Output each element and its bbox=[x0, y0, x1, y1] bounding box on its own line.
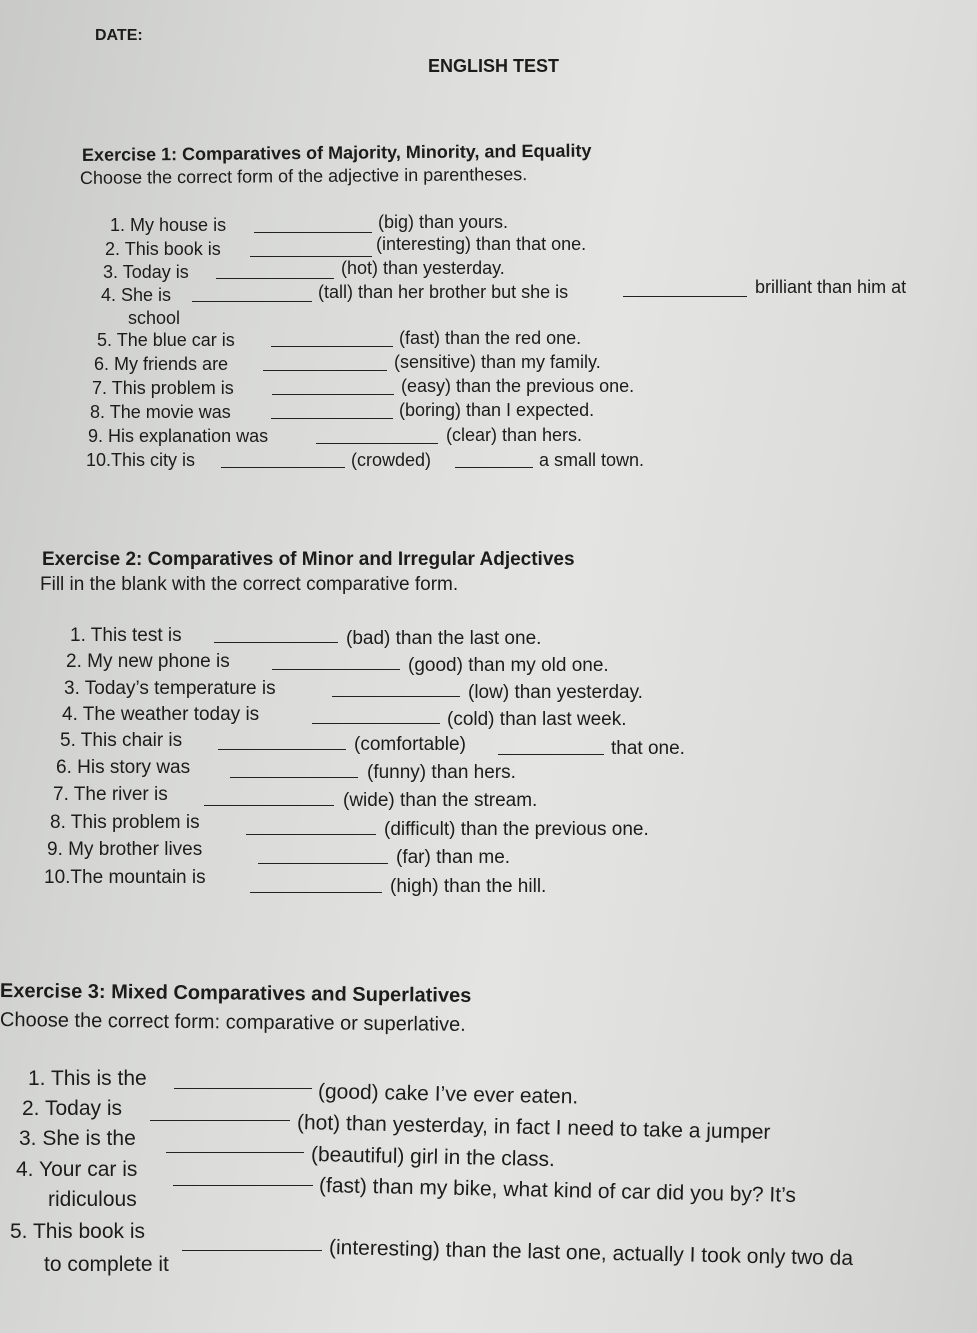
answer-blank[interactable] bbox=[150, 1106, 290, 1121]
list-item: 2. My new phone is bbox=[66, 651, 230, 672]
list-item-text: (fast) than the red one. bbox=[399, 328, 582, 348]
answer-blank[interactable] bbox=[192, 287, 312, 302]
answer-blank[interactable] bbox=[254, 218, 372, 233]
test-title: ENGLISH TEST bbox=[428, 56, 560, 76]
list-item-text: (hot) than yesterday. bbox=[341, 258, 505, 278]
answer-blank[interactable] bbox=[230, 763, 358, 778]
list-item-text: (good) than my old one. bbox=[408, 655, 609, 676]
answer-blank[interactable] bbox=[174, 1074, 312, 1089]
list-item: 3. She is the bbox=[19, 1127, 136, 1150]
list-item: 5. The blue car is bbox=[97, 330, 235, 350]
answer-blank[interactable] bbox=[173, 1171, 313, 1186]
list-item-text: to complete it bbox=[44, 1253, 169, 1276]
list-item-text: (clear) than hers. bbox=[446, 425, 583, 445]
exercise1-instruction: Choose the correct form of the adjective in parentheses. bbox=[79, 164, 528, 188]
list-item-text: a small town. bbox=[539, 450, 645, 470]
list-item-text: (good) cake I’ve ever eaten. bbox=[317, 1080, 579, 1109]
answer-blank[interactable] bbox=[498, 740, 604, 755]
list-item: 1. This is the bbox=[28, 1067, 147, 1090]
list-item-text: (bad) than the last one. bbox=[346, 628, 542, 649]
list-item-text: (high) than the hill. bbox=[390, 876, 547, 897]
list-item: 6. His story was bbox=[56, 757, 191, 778]
list-item: 4. Your car is bbox=[16, 1158, 138, 1181]
list-item-text: (far) than me. bbox=[396, 847, 511, 868]
list-item: 3. Today is bbox=[103, 262, 189, 282]
answer-blank[interactable] bbox=[221, 453, 345, 468]
list-item-text: (big) than yours. bbox=[378, 212, 509, 232]
list-item-text: (sensitive) than my family. bbox=[394, 352, 601, 372]
list-item-text: (wide) than the stream. bbox=[343, 790, 538, 811]
answer-blank[interactable] bbox=[182, 1236, 322, 1251]
answer-blank[interactable] bbox=[272, 380, 394, 395]
list-item-text: (beautiful) girl in the class. bbox=[310, 1143, 556, 1172]
exercise2-heading: Exercise 2: Comparatives of Minor and Irregular Adjectives bbox=[42, 549, 575, 570]
list-item-text: (cold) than last week. bbox=[447, 709, 627, 730]
list-item: 10.This city is bbox=[86, 450, 196, 470]
list-item-text: (crowded) bbox=[351, 450, 432, 470]
list-item: 6. My friends are bbox=[94, 354, 229, 374]
answer-blank[interactable] bbox=[332, 682, 460, 697]
answer-blank[interactable] bbox=[204, 791, 334, 806]
list-item-text: (interesting) than the last one, actually I took only two da bbox=[328, 1236, 854, 1270]
answer-blank[interactable] bbox=[316, 429, 438, 444]
list-item: 5. This book is bbox=[10, 1220, 146, 1243]
list-item: 2. Today is bbox=[22, 1097, 123, 1120]
answer-blank[interactable] bbox=[623, 282, 747, 297]
exercise3-heading: Exercise 3: Mixed Comparatives and Superlatives bbox=[0, 980, 472, 1007]
list-item: 7. The river is bbox=[53, 784, 168, 805]
list-item: 4. She is bbox=[101, 285, 172, 305]
list-item-text: (fast) than my bike, what kind of car did you by? It’s bbox=[318, 1174, 797, 1207]
list-item: 5. This chair is bbox=[60, 730, 183, 751]
list-item-text: (hot) than yesterday, in fact I need to take a jumper bbox=[296, 1111, 771, 1144]
answer-blank[interactable] bbox=[258, 849, 388, 864]
exercise3-instruction: Choose the correct form: comparative or superlative. bbox=[0, 1009, 466, 1036]
list-item-text: school bbox=[128, 308, 181, 328]
answer-blank[interactable] bbox=[312, 709, 440, 724]
list-item: 1. This test is bbox=[70, 625, 182, 646]
list-item-text: (easy) than the previous one. bbox=[401, 376, 635, 396]
list-item-text: (comfortable) bbox=[354, 734, 466, 755]
list-item-text: (tall) than her brother but she is bbox=[318, 282, 569, 302]
date-label: DATE: bbox=[95, 27, 143, 44]
list-item: 9. His explanation was bbox=[88, 426, 269, 446]
list-item-text: ridiculous bbox=[48, 1188, 137, 1211]
list-item: 8. The movie was bbox=[90, 402, 231, 422]
exercise2-instruction: Fill in the blank with the correct comparative form. bbox=[40, 574, 459, 595]
list-item-text: brilliant than him at bbox=[755, 277, 907, 297]
answer-blank[interactable] bbox=[263, 356, 387, 371]
list-item: 2. This book is bbox=[105, 239, 221, 259]
list-item: 9. My brother lives bbox=[47, 839, 203, 860]
answer-blank[interactable] bbox=[250, 878, 382, 893]
list-item-text: (low) than yesterday. bbox=[468, 682, 643, 703]
list-item-text: (boring) than I expected. bbox=[399, 400, 595, 420]
list-item: 10.The mountain is bbox=[44, 867, 206, 888]
answer-blank[interactable] bbox=[246, 820, 376, 835]
list-item-text: (difficult) than the previous one. bbox=[384, 819, 649, 840]
answer-blank[interactable] bbox=[214, 628, 338, 643]
answer-blank[interactable] bbox=[166, 1138, 304, 1153]
answer-blank[interactable] bbox=[271, 332, 393, 347]
list-item: 7. This problem is bbox=[92, 378, 234, 398]
answer-blank[interactable] bbox=[272, 655, 400, 670]
list-item: 8. This problem is bbox=[50, 812, 200, 833]
exercise1-heading: Exercise 1: Comparatives of Majority, Minority, and Equality bbox=[81, 140, 592, 165]
answer-blank[interactable] bbox=[250, 242, 372, 257]
list-item-text: that one. bbox=[611, 738, 685, 759]
answer-blank[interactable] bbox=[216, 264, 334, 279]
list-item-text: (interesting) than that one. bbox=[376, 234, 587, 254]
list-item-text: (funny) than hers. bbox=[367, 762, 516, 783]
answer-blank[interactable] bbox=[218, 735, 346, 750]
answer-blank[interactable] bbox=[271, 404, 393, 419]
answer-blank[interactable] bbox=[455, 453, 533, 468]
list-item: 4. The weather today is bbox=[62, 704, 260, 725]
list-item: 1. My house is bbox=[110, 215, 227, 235]
list-item: 3. Today’s temperature is bbox=[64, 678, 276, 699]
